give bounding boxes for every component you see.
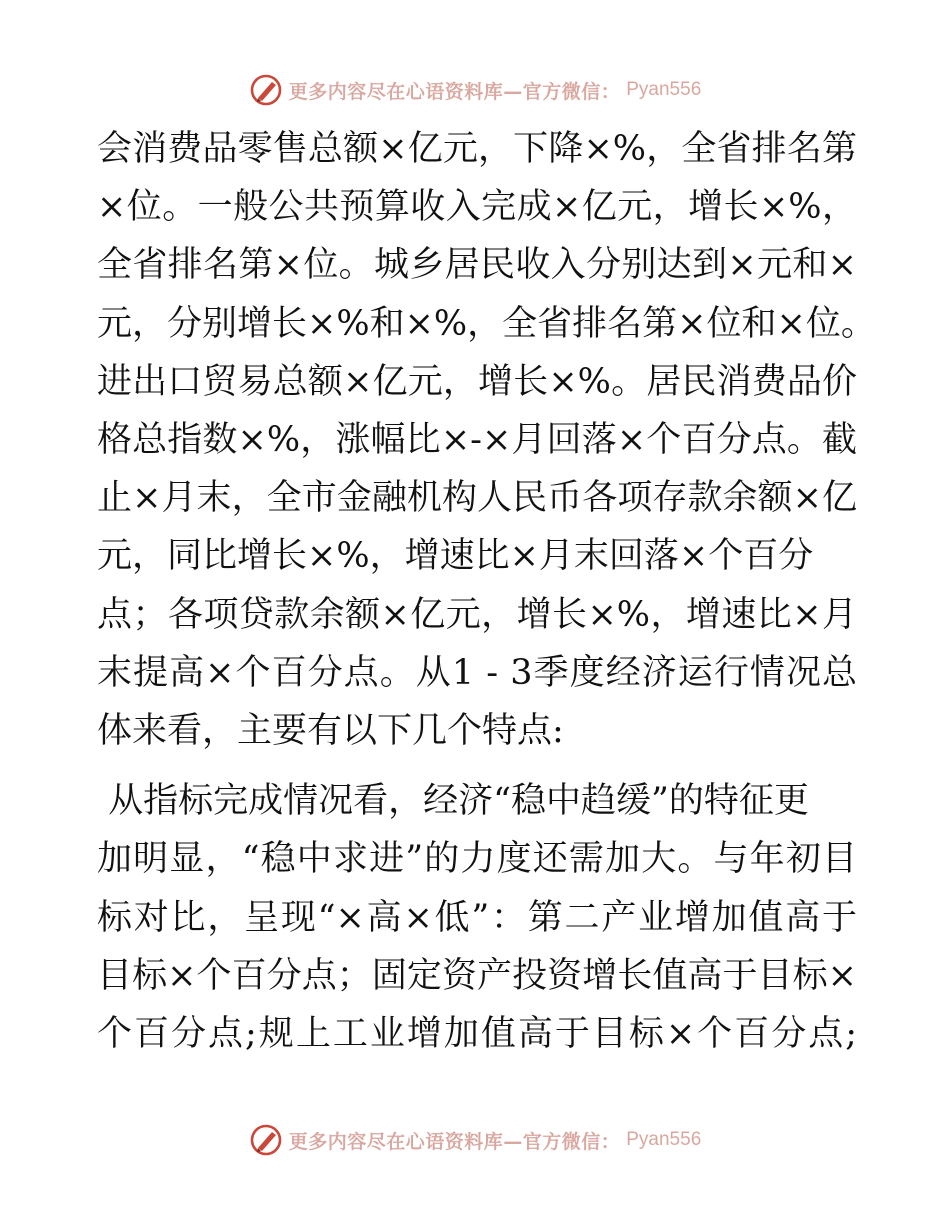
text-line: 全省排名第×位。城乡居民收入分别达到×元和× <box>97 245 857 286</box>
watermark-wechat-id: Pyan556 <box>626 1129 702 1150</box>
text-line: 格总指数×%，涨幅比×-×月回落×个百分点。截 <box>97 420 857 461</box>
text-line: ×位。一般公共预算收入完成×亿元，增长×%， <box>97 187 857 228</box>
text-line: 目标×个百分点；固定资产投资增长值高于目标× <box>97 955 857 996</box>
text-line: 个百分点;规上工业增加值高于目标×个百分点; <box>97 1014 857 1055</box>
text-line: 进出口贸易总额×亿元，增长×%。居民消费品价 <box>97 361 857 402</box>
text-line: 加明显，“稳中求进”的力度还需加大。与年初目 <box>97 839 857 880</box>
text-line: 会消费品零售总额×亿元，下降×%，全省排名第 <box>97 129 857 169</box>
footer-watermark <box>0 1122 950 1158</box>
text-line: 点；各项贷款余额×亿元，增长×%，增速比×月 <box>97 594 857 635</box>
pen-logo-icon <box>249 1123 283 1157</box>
watermark-text: 更多内容尽在心语资料库—官方微信： <box>288 80 621 103</box>
watermark-text: 更多内容尽在心语资料库—官方微信： <box>288 1130 621 1153</box>
header-watermark <box>0 72 950 108</box>
paragraph <box>97 772 857 1063</box>
text-line: 末提高×个百分点。从1 - 3季度经济运行情况总 <box>97 652 857 693</box>
text-line: 止×月末，全市金融机构人民币各项存款余额×亿 <box>97 478 857 519</box>
paragraph <box>97 120 876 760</box>
pen-logo-icon <box>249 73 283 107</box>
document-body <box>97 120 876 1063</box>
text-line: 标对比，呈现“×高×低”：第二产业增加值高于 <box>97 897 857 938</box>
text-line: 元，同比增长×%，增速比×月末回落×个百分 <box>97 536 814 577</box>
text-line: 体来看，主要有以下几个特点: <box>97 711 564 752</box>
watermark-wechat-id: Pyan556 <box>626 79 702 100</box>
text-line: 元，分别增长×%和×%，全省排名第×位和×位。 <box>97 303 876 344</box>
text-line: 从指标完成情况看，经济“稳中趋缓”的特征更 <box>97 781 809 822</box>
